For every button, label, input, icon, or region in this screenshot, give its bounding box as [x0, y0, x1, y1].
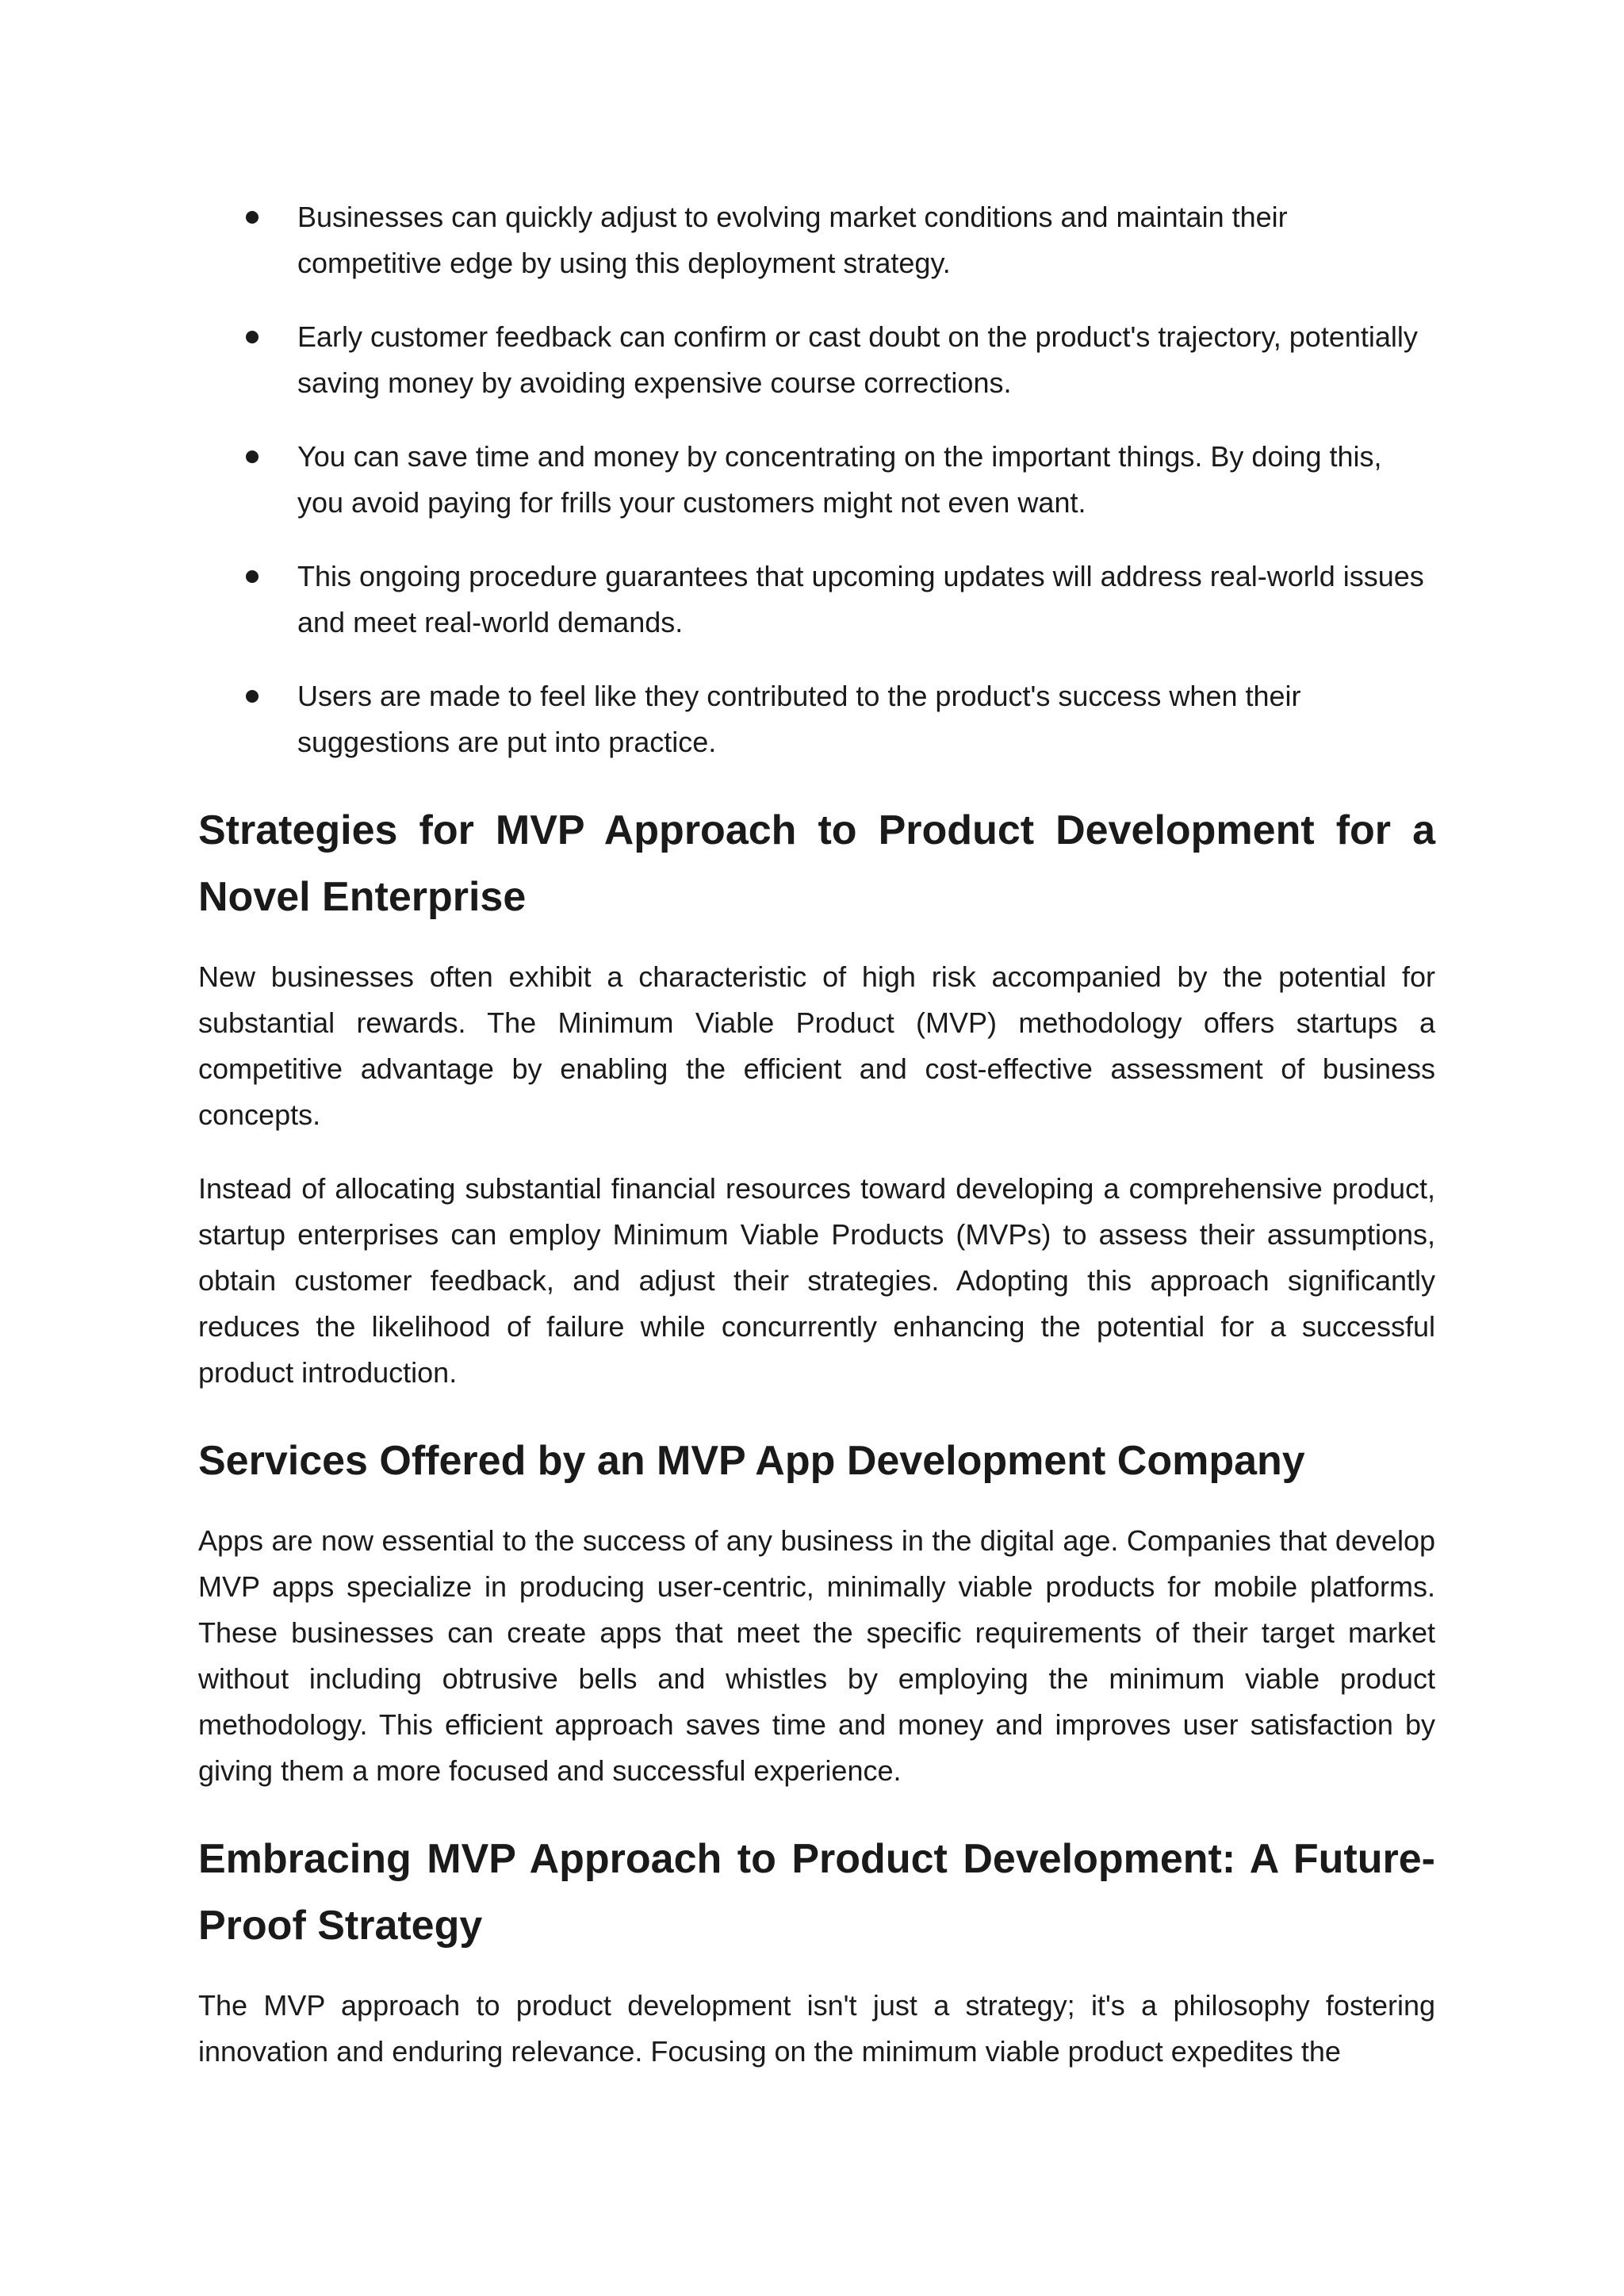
bullet-item — [198, 434, 1435, 526]
bullet-dot-icon — [246, 331, 259, 343]
paragraph: The MVP approach to product development isn't just a strategy; it's a philosophy fostering innovation and enduring relevance. Focusing on the minimum viable product expedites the — [198, 1989, 1435, 2068]
section-mvp-strategies — [198, 797, 1435, 1396]
bullet-text: You can save time and money by concentrating on the important things. By doing this, you avoid paying for frills your customers might not even want. — [297, 440, 1382, 519]
benefits-bullet-list — [198, 194, 1435, 765]
section-heading: Services Offered by an MVP App Development Company — [198, 1438, 1305, 1484]
bullet-item — [198, 673, 1435, 765]
section-mvp-services — [198, 1428, 1435, 1794]
bullet-item — [198, 554, 1435, 646]
bullet-dot-icon — [246, 211, 259, 224]
bullet-text: Businesses can quickly adjust to evolving market conditions and maintain their competitive edge by using this deployment strategy. — [297, 201, 1288, 279]
paragraph: Apps are now essential to the success of any business in the digital age. Companies that develop MVP apps specialize in producing user-centric, minimally viable products for mobile platforms. These businesses can create apps that meet the specific requirements of their target market without including obtrusive bells and whistles by employing the minimum viable product methodology. This efficient approach saves time and money and improves user satisfaction by giving them a more focused and successful experience. — [198, 1524, 1435, 1787]
bullet-dot-icon — [246, 570, 259, 583]
section-heading: Strategies for MVP Approach to Product Development for a Novel Enterprise — [198, 807, 1435, 920]
bullet-dot-icon — [246, 450, 259, 463]
document-page — [198, 194, 1435, 2102]
paragraph: Instead of allocating substantial financial resources toward developing a comprehensive product, startup enterprises can employ Minimum Viable Products (MVPs) to assess their assumptions, obtain customer feedback, and adjust their strategies. Adopting this approach significantly reduces the likelihood of failure while concurrently enhancing the potential for a successful product introduction. — [198, 1172, 1435, 1389]
paragraph: New businesses often exhibit a characteristic of high risk accompanied by the potential for substantial rewards. The Minimum Viable Product (MVP) methodology offers startups a competitive advantage by enabling the efficient and cost-effective assessment of business concepts. — [198, 960, 1435, 1131]
bullet-text: This ongoing procedure guarantees that upcoming updates will address real-world issues and meet real-world demands. — [297, 560, 1424, 638]
bullet-item — [198, 314, 1435, 406]
bullet-text: Users are made to feel like they contributed to the product's success when their suggestions are put into practice. — [297, 680, 1301, 758]
bullet-dot-icon — [246, 690, 259, 703]
bullet-text: Early customer feedback can confirm or cast doubt on the product's trajectory, potentially saving money by avoiding expensive course corrections. — [297, 320, 1418, 399]
section-future-proof — [198, 1826, 1435, 2075]
bullet-item — [198, 194, 1435, 286]
section-heading: Embracing MVP Approach to Product Development: A Future-Proof Strategy — [198, 1836, 1435, 1949]
